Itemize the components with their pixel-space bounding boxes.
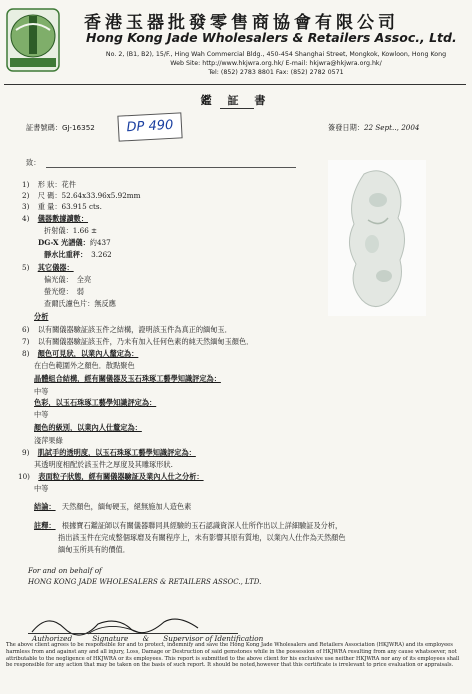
color-visibility-title: 顏色可見狀，以業內人釐定為： — [37, 349, 139, 358]
on-behalf-label: For and on behalf of — [28, 566, 102, 575]
issue-date-label: 簽發日期： — [328, 123, 364, 132]
association-address: No. 2, (B1, B2), 15/F., Hing Wah Commercial Bldg., 450-454 Shanghai Street, Mongkok, Kowloon, Hong Kong — [105, 51, 447, 58]
title-underline — [220, 108, 254, 109]
specific-gravity-label: 靜水比重秤： — [44, 250, 88, 259]
note-text-line-1: 根據寶石鑑証師以有關儀器聯同具經驗的玉石認識資深人仕所作出以上詳細驗証及分析， — [61, 521, 343, 530]
instrument-readings-heading — [22, 214, 88, 224]
note-label: 註釋： — [34, 521, 56, 530]
item-number: 1) — [22, 180, 30, 189]
item-number: 6) — [22, 325, 30, 334]
association-name-english: Hong Kong Jade Wholesalers & Retailers Assoc., Ltd. — [86, 30, 457, 45]
finding-structure-text: 以有關儀器驗証該玉件之結構，證明該玉件為真正的緬甸玉． — [37, 325, 232, 334]
weight-value: 63.915 cts. — [61, 202, 102, 211]
issue-date-value: 22 Sept.., 2004 — [363, 123, 420, 132]
transparency-heading — [22, 448, 196, 458]
color-visibility-value: 在白色範圍外之顏色．散點聚色 — [34, 361, 135, 370]
authorized-label: Authorized — [32, 634, 73, 643]
association-logo-icon — [4, 6, 62, 74]
note-text-line-3: 緬甸玉所具有的價值． — [58, 545, 130, 554]
analysis-heading: 分析 — [34, 312, 49, 321]
surface-heading — [18, 472, 204, 482]
conclusion-row — [34, 502, 191, 512]
spectroscope-value: 約437 — [89, 238, 111, 247]
fluorescence-value: 弱 — [76, 287, 84, 296]
crystal-structure-title: 晶體組合結構，經有關儀器及玉石珠琢工藝學知識評定為： — [34, 374, 221, 383]
item-number: 5) — [22, 263, 30, 272]
color-grade-title: 色彩，以玉石珠琢工藝學知識評定為： — [34, 398, 157, 407]
item-number: 2) — [22, 191, 30, 200]
chelsea-filter-value: 無反應 — [94, 299, 116, 308]
refractometer-label: 折射儀： — [44, 226, 73, 235]
color-level-value: 淺萍果綠 — [34, 436, 63, 445]
supervisor-label: Supervisor of Identification — [163, 634, 264, 643]
item-number: 8) — [22, 349, 30, 358]
certificate-number-label: 証書號碼： — [26, 123, 62, 132]
ampersand: & — [142, 634, 149, 643]
conclusion-label: 結論： — [34, 502, 56, 511]
finding-natural-color-text: 以有關儀器驗証該玉件，乃未有加入任何色素的純天然緬甸玉顏色． — [37, 337, 254, 346]
surface-value: 中等 — [34, 484, 49, 493]
polariscope-value: 全亮 — [76, 275, 92, 284]
recipient-line — [46, 167, 296, 168]
shape-row — [22, 180, 76, 190]
association-web-email: Web Site: http://www.hkjwra.org.hk/ E-mail: hkjwra@hkjwra.org.hk/ — [170, 60, 382, 67]
shape-label: 形 狀： — [37, 180, 62, 189]
transparency-title: 肌試手的透明度，以玉石珠琢工藝學知識評定為： — [37, 448, 196, 457]
signature-label: Signature — [92, 634, 129, 643]
note-row-1 — [34, 521, 342, 531]
recipient-label: 致： — [26, 158, 41, 167]
association-phone-fax: Tel: (852) 2783 8801 Fax: (852) 2782 0571 — [208, 69, 344, 76]
association-name-chinese: 香港玉器批發零售商協會有限公司 — [84, 13, 399, 33]
refractometer-value: 1.66 ± — [72, 226, 98, 235]
item-number: 3) — [22, 202, 30, 211]
finding-structure-row — [22, 325, 232, 335]
item-number: 9) — [22, 448, 30, 457]
polariscope-row — [44, 275, 91, 285]
conclusion-text: 天然顏色，緬甸硬玉，絕無施加人造色素 — [61, 502, 192, 511]
color-level-title: 顏色的級別，以業內人仕釐定為： — [34, 423, 142, 432]
other-instruments-title: 其它儀器： — [37, 263, 74, 272]
certificate-number-row — [26, 123, 95, 133]
issue-date-row — [328, 123, 419, 133]
spectroscope-label: DG-X 光譜儀： — [38, 238, 90, 247]
size-row — [22, 191, 140, 201]
polariscope-label: 偏光儀： — [44, 275, 73, 284]
refractometer-row — [44, 226, 97, 236]
header-divider — [4, 84, 466, 85]
color-grade-value: 中等 — [34, 410, 49, 419]
fluorescence-label: 螢光燈： — [44, 287, 73, 296]
jade-carving-photo — [328, 160, 426, 316]
shape-value: 花件 — [61, 180, 76, 189]
on-behalf-organization: HONG KONG JADE WHOLESALERS & RETAILERS ASSOC., LTD. — [28, 578, 262, 586]
specific-gravity-row — [44, 250, 112, 260]
surface-title: 表面粒子狀態，經有關儀器驗証及業內人仕之分析： — [38, 472, 204, 481]
item-number: 4) — [22, 214, 30, 223]
specific-gravity-value: 3.262 — [91, 250, 112, 259]
legal-disclaimer: The above client agrees to be responsible for and to protect, indemnify and save the Hong Kong Jade Wholesalers and Retailers Association (HKJWRA) and its employees harmless from and against any and all injury, Loss, Damage or Destruction of said gemstones while in the possession of HKJWRA resulting from any cause whatsoever, not attributable to the negligence of HKJWRA or its employees. This report is submitted to the above client for his exclusive use neither HKJWRA nor any of its employees shall be responsible for any action that may be taken on the basis of such report. It should be noted,however that this certificate is irrelevant to price evaluation or appraisals. — [6, 642, 460, 669]
note-text-line-2: 指出該玉件在完成整個琢磨及有關程序上，未有影響其原有質地，以業內人仕作為天然顏色 — [58, 533, 346, 542]
chelsea-filter-label: 查爾氏濾色片： — [44, 299, 95, 308]
weight-label: 重 量： — [37, 202, 62, 211]
document-title: 鑑 証 書 — [200, 94, 272, 107]
transparency-value: 其透明度相配於該玉件之厚度及其雕琢形狀. — [34, 460, 173, 469]
color-visibility-heading — [22, 349, 138, 359]
finding-natural-color-row — [22, 337, 253, 347]
size-value: 52.64x33.96x5.92mm — [61, 191, 141, 200]
item-number: 7) — [22, 337, 30, 346]
instrument-readings-title: 儀器數據讀數： — [37, 214, 89, 223]
handwritten-reference-stamp: DP 490 — [117, 112, 182, 141]
crystal-structure-value: 中等 — [34, 387, 49, 396]
item-number: 10) — [18, 472, 30, 481]
fluorescence-row — [44, 287, 84, 297]
spectroscope-row — [38, 238, 111, 248]
chelsea-filter-row — [44, 299, 116, 309]
association-contact-block — [86, 50, 466, 77]
other-instruments-heading — [22, 263, 74, 273]
weight-row — [22, 202, 102, 212]
certificate-number-value: GJ-16352 — [61, 123, 95, 132]
size-label: 尺 碼： — [37, 191, 62, 200]
